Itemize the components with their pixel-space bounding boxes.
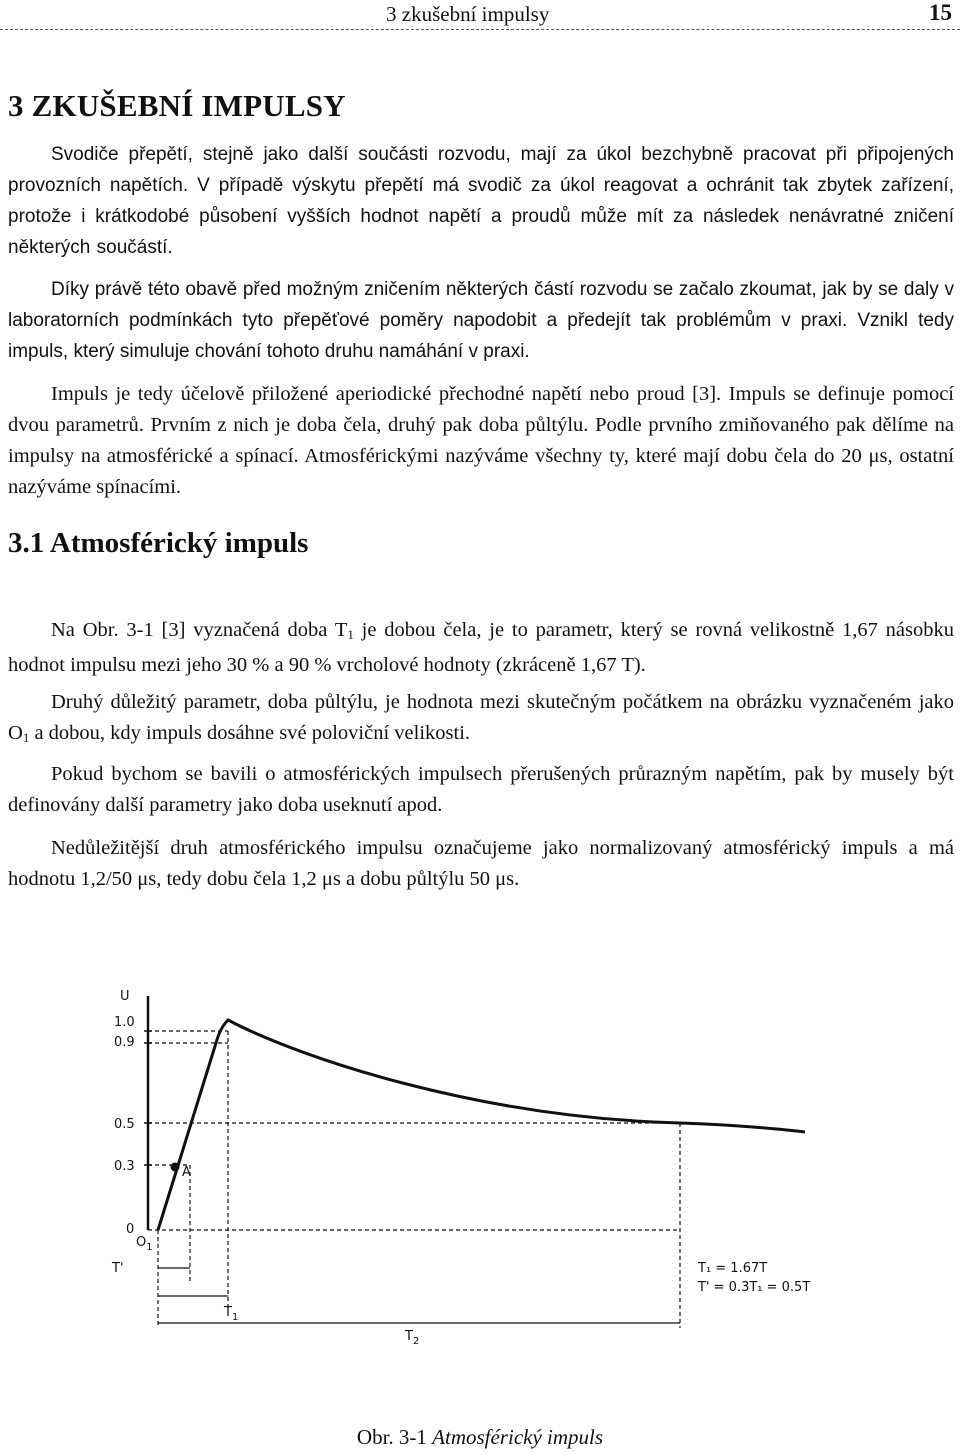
impulse-figure [100,978,880,1378]
point-a-label: A [182,1165,191,1180]
paragraph-standard-impulse: Nedůležitější druh atmosférického impulsu označujeme jako normalizovaný atmosférický impuls a má hodnotu 1,2/50 μs, tedy dobu čela 1,2 μs a dobu půltýlu 50 μs. [8,837,954,890]
axis-label-u: U [120,989,130,1004]
paragraph-front-time [8,615,954,681]
text-run: a dobou, kdy impuls dosáhne své poloviční velikosti. [29,722,471,744]
t2-label: $T_2$ [405,1329,420,1347]
paragraph-intro: Svodiče přepětí, stejně jako další součásti rozvodu, mají za úkol bezchybně pracovat při připojených provozních napětích. V případě výskytu přepětí má svodič za úkol reagovat a ochránit tak zbytek zařízení, protože i krátkodobé působení vyšších hodnot napětí a proudů může mít za následek nenávratné zničení některých součástí. [8,144,954,258]
front-line [158,1043,216,1230]
impulse-diagram [100,978,880,1378]
subscript: 1 [347,627,354,642]
impulse-curve [158,1020,805,1230]
tick-label-0-3: 0.3 [114,1159,135,1174]
chapter-heading: 3 ZKUŠEBNÍ IMPULSY [8,88,346,123]
tick-label-1-0: 1.0 [114,1015,135,1030]
paragraph-tail-time [8,687,954,753]
page-header [0,0,960,30]
running-title: 3 zkušební impulsy [386,2,550,26]
text-run: je dobou čela, je to parametr, který se rovná velikostně 1,67 násobku hodnot impulsu mezi jeho 30 % a 90 % vrcholové hodnoty (zkráceně 1,67 T). [8,619,954,676]
tick-label-0: 0 [126,1222,135,1237]
paragraph-motivation: Díky právě této obavě před možným zničením některých částí rozvodu se začalo zkoumat, jak by se daly v laboratorních podmínkách tyto přepěťové poměry napodobit a předejít tak problémům v praxi. Vznikl tedy impuls, který simuluje chování tohoto druhu namáhání v praxi. [8,279,954,362]
equation-t1: T₁ = 1.67T [698,1261,768,1276]
t1-label: $T_1$ [224,1305,239,1323]
tick-label-0-9: 0.9 [114,1035,135,1050]
caption-title: Atmosférický impuls [432,1425,604,1449]
page-number: 15 [929,0,952,25]
subscript: 1 [22,730,30,745]
header-divider [0,29,960,30]
text-run: Druhý důležitý parametr, doba půltýlu, je hodnota mezi skutečným počátkem na obrázku vyznačeném jako O [8,691,954,744]
point-a [171,1163,180,1172]
origin-label: $O_1$ [136,1235,153,1253]
paragraph-chopped-impulse: Pokud bychom se bavili o atmosférických impulsech přerušených průrazným napětím, pak by musely být definovány další parametry jako doba useknutí apod. [8,763,954,816]
equation-t-prime: T' = 0.3T₁ = 0.5T [698,1280,811,1295]
tick-label-0-5: 0.5 [114,1117,135,1132]
paragraph-impulse-definition: Impuls je tedy účelově přiložené aperiodické přechodné napětí nebo proud [3]. Impuls se definuje pomocí dvou parametrů. Prvním z nich je doba čela, druhý pak doba půltýlu. Podle prvního zmiňovaného pak dělíme na impulsy na atmosférické a spínací. Atmosférickými nazýváme všechny ty, které mají dobu čela do 20 μs, ostatní nazýváme spínacími. [8,383,954,498]
figure-caption [0,1425,960,1450]
section-heading: 3.1 Atmosférický impuls [8,527,309,559]
caption-prefix: Obr. 3-1 [356,1425,433,1449]
text-run: Na Obr. 3-1 [3] vyznačená doba T [51,619,348,641]
t-prime-label: T' [112,1261,124,1276]
